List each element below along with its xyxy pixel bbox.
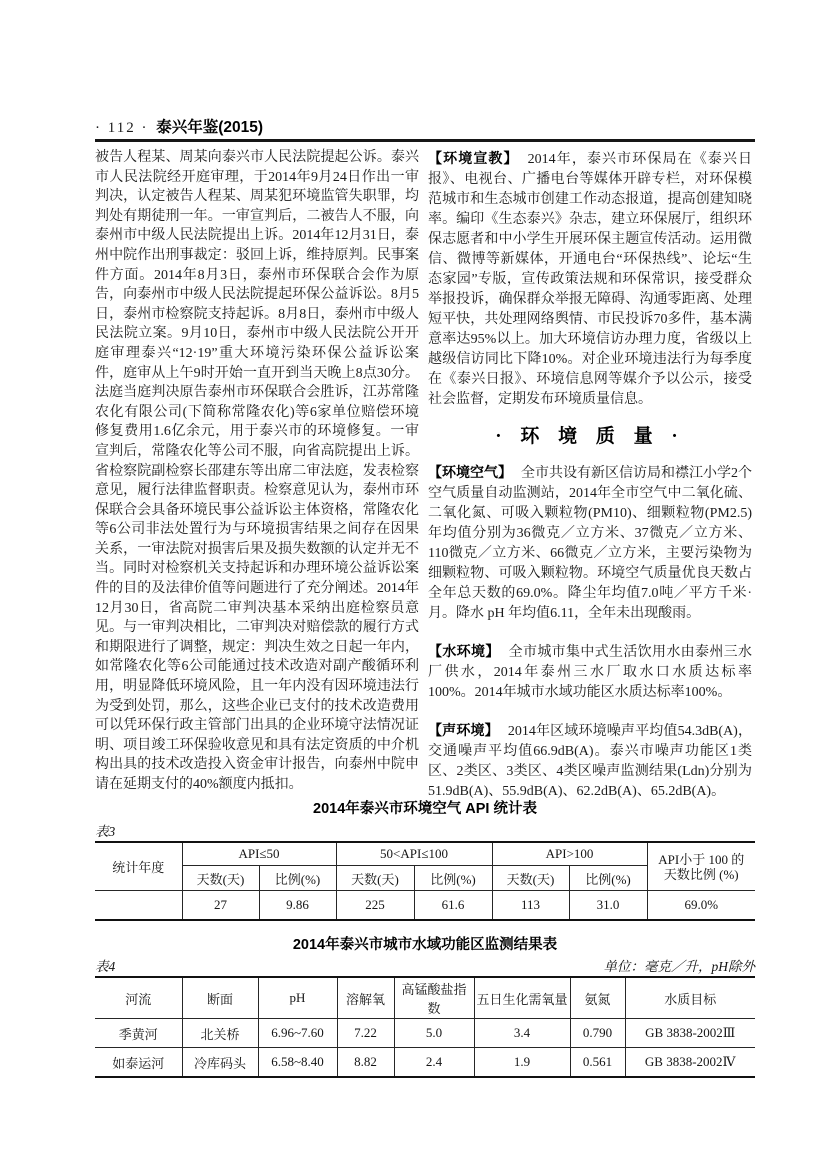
api-table-title: 2014年泰兴市环境空气 API 统计表 <box>313 801 537 817</box>
cell-section: 北关桥 <box>182 1019 258 1048</box>
col-header-ph: pH <box>258 977 337 1019</box>
col-header-river: 河流 <box>95 977 182 1019</box>
chapter-heading-environment-quality: · 环 境 质 量 · <box>495 426 685 447</box>
book-title: 泰兴年鉴(2015) <box>156 119 263 136</box>
cell-river: 季黄河 <box>95 1019 182 1048</box>
cell-quality-target: GB 3838-2002Ⅲ <box>625 1019 755 1048</box>
col-header-section: 断面 <box>182 977 258 1019</box>
continued-paragraph: 被告人程某、周某向泰兴市人民法院提起公诉。泰兴市人民法院经开庭审理，于2014年9月24日作出一审判决，认定被告人程某、周某犯环境监管失职罪，均判处有期徒刑一年。一审宣判后，二被告人不服，向泰州市中级人民法院提出上诉。2014年12月31日，泰州中院作出刑事裁定：驳回上诉，维持原判。民事案件方面。2014年8月3日，泰州市环保联合会作为原告，向泰州市中级人民法院提起环保公益诉讼。8月5日，泰州市检察院支持起诉。8月8日，泰州市中级人民法院立案。9月10日，泰州市中级人民法院公开开庭审理泰兴“12·19”重大环境污染环保公益诉讼案件，庭审从上午9时开始一直开到当天晚上8点30分。法庭当庭判决原告泰州市环保联合会胜诉，江苏常隆农化有限公司(下简称常隆农化)等6家单位赔偿环境修复费用1.6亿余元，用于泰兴市的环境修复。一审宣判后，常隆农化等公司不服，向省高院提出上诉。省检察院副检察长邵建东等出席二审法庭，发表检察意见，履行法律监督职责。检察意见认为，泰州市环保联合会具备环境民事公益诉讼主体资格，常隆农化等6公司非法处置行为与环境损害结果之间存在因果关系，一审法院对损害后果及损失数额的认定并无不当。同时对检察机关支持起诉和办理环境公益诉讼案件的目的及法律价值等问题进行了充分阐述。2014年12月30日，省高院二审判决基本采纳出庭检察员意见。与一审判决相比，二审判决对赔偿款的履行方式和期限进行了调整，规定：判决生效之日起一年内，如常隆农化等6公司能通过技术改造对副产酸循环利用，明显降低环境风险，且一年内没有因环境违法行为受到处罚，那么，这些企业已支付的技术改造费用可以凭环保行政主管部门出具的企业环境守法情况证明、项目竣工环保验收意见和具有法定资质的中介机构出具的技术改造投入资金审计报告，向泰州中院申请在延期支付的40%额度内抵扣。 <box>95 150 419 792</box>
cell-days-le50: 27 <box>182 891 259 921</box>
section-environment-education <box>428 148 752 410</box>
sub-header-days: 天数(天) <box>492 866 569 891</box>
col-header-permanganate-index: 高锰酸盐指数 <box>394 977 474 1019</box>
header-rule <box>95 139 755 142</box>
col-header-quality-target: 水质目标 <box>625 977 755 1019</box>
sub-header-days: 天数(天) <box>336 866 414 891</box>
cell-ratio-50-100: 61.6 <box>414 891 492 921</box>
cell-year <box>95 891 182 921</box>
running-head <box>95 115 755 137</box>
section-label: 【环境空气】 <box>428 464 512 480</box>
cell-river: 如泰运河 <box>95 1048 182 1078</box>
cell-ammonia: 0.790 <box>570 1019 625 1048</box>
page-number: · 112 · <box>95 120 149 136</box>
cell-ratio-le50: 9.86 <box>259 891 336 921</box>
cell-dissolved-oxygen: 7.22 <box>337 1019 394 1048</box>
right-column <box>428 148 752 802</box>
section-text: 2014年区域环境噪声平均值54.3dB(A)，交通噪声平均值66.9dB(A)。泰兴市噪声功能区1类区、2类区、3类区、4类区噪声监测结果(Ldn)分别为51.9dB(A)、55.9dB(A)、62.2dB(A)、65.2dB(A)。 <box>428 724 753 799</box>
col-group-api-50-100: 50<API≤100 <box>336 842 492 866</box>
table-row <box>95 1019 755 1048</box>
section-noise-environment <box>428 720 752 802</box>
col-group-api-gt-100: API>100 <box>492 842 647 866</box>
sub-header-ratio: 比例(%) <box>259 866 336 891</box>
section-label: 【环境宣教】 <box>428 150 519 166</box>
col-header-dissolved-oxygen: 溶解氧 <box>337 977 394 1019</box>
section-air-environment <box>428 462 752 624</box>
left-column <box>95 148 419 795</box>
water-monitoring-table <box>95 976 755 1078</box>
sub-header-ratio: 比例(%) <box>414 866 492 891</box>
api-table-label: 表3 <box>95 824 116 839</box>
col-header-year: 统计年度 <box>95 842 182 891</box>
section-text: 全市城市集中式生活饮用水由泰州三水厂供水，2014年泰州三水厂取水口水质达标率100%。2014年城市水域功能区水质达标率100%。 <box>428 645 753 700</box>
api-statistics-table <box>95 841 755 921</box>
cell-days-50-100: 225 <box>336 891 414 921</box>
cell-quality-target: GB 3838-2002Ⅳ <box>625 1048 755 1078</box>
cell-bod5: 3.4 <box>474 1019 570 1048</box>
cell-permanganate-index: 5.0 <box>394 1019 474 1048</box>
col-header-ratio-under-100: API小于 100 的天数比例 (%) <box>647 842 755 891</box>
col-group-api-le-50: API≤50 <box>182 842 336 866</box>
cell-permanganate-index: 2.4 <box>394 1048 474 1078</box>
water-table-label: 表4 <box>95 959 116 974</box>
section-label: 【水环境】 <box>428 643 500 659</box>
section-text: 2014年，泰兴市环保局在《泰兴日报》、电视台、广播电台等媒体开辟专栏，对环保模范城市和生态城市创建工作动态报道，提高创建知晓率。编印《生态泰兴》杂志，建立环保展厅，组织环保志愿者和中小学生开展环保主题宣传活动。运用微信、微博等新媒体，开通电台“环保热线”、论坛“生态家园”专版，宣传政策法规和环保常识，接受群众举报投诉，确保群众举报无障碍、沟通零距离、处理短平快，共处理网络舆情、市民投诉70多件，基本满意率达95%以上。加大环境信访办理力度，省级以上越级信访同比下降10%。对企业环境违法行为每季度在《泰兴日报》、环境信息网等媒介予以公示，接受社会监督，定期发布环境质量信息。 <box>428 152 753 407</box>
cell-ratio-gt100: 31.0 <box>569 891 647 921</box>
table-row <box>95 1048 755 1078</box>
cell-dissolved-oxygen: 8.82 <box>337 1048 394 1078</box>
cell-section: 冷库码头 <box>182 1048 258 1078</box>
cell-ratio-under100: 69.0% <box>647 891 755 921</box>
water-table-wrap <box>95 976 755 1078</box>
cell-ph: 6.96~7.60 <box>258 1019 337 1048</box>
cell-bod5: 1.9 <box>474 1048 570 1078</box>
api-table-wrap <box>95 841 755 921</box>
col-header-ammonia: 氨氮 <box>570 977 625 1019</box>
water-table-unit-note: 单位：毫克／升，pH除外 <box>603 959 755 974</box>
table-row <box>95 891 755 921</box>
cell-days-gt100: 113 <box>492 891 569 921</box>
section-water-environment <box>428 641 752 703</box>
water-table-title: 2014年泰兴市城市水域功能区监测结果表 <box>292 937 558 953</box>
col-header-bod5: 五日生化需氧量 <box>474 977 570 1019</box>
cell-ammonia: 0.561 <box>570 1048 625 1078</box>
cell-ph: 6.58~8.40 <box>258 1048 337 1078</box>
section-label: 【声环境】 <box>428 722 499 738</box>
section-text: 全市共设有新区信访局和襟江小学2个空气质量自动监测站，2014年全市空气中二氧化硫、二氧化氮、可吸入颗粒物(PM10)、细颗粒物(PM2.5)年均值分别为36微克／立方米、37微克／立方米、110微克／立方米、66微克／立方米，主要污染物为细颗粒物、可吸入颗粒物。环境空气质量优良天数占全年总天数的69.0%。降尘年均值7.0吨／平方千米·月。降水 pH 年均值6.11，全年未出现酸雨。 <box>428 466 752 621</box>
sub-header-ratio: 比例(%) <box>569 866 647 891</box>
sub-header-days: 天数(天) <box>182 866 259 891</box>
